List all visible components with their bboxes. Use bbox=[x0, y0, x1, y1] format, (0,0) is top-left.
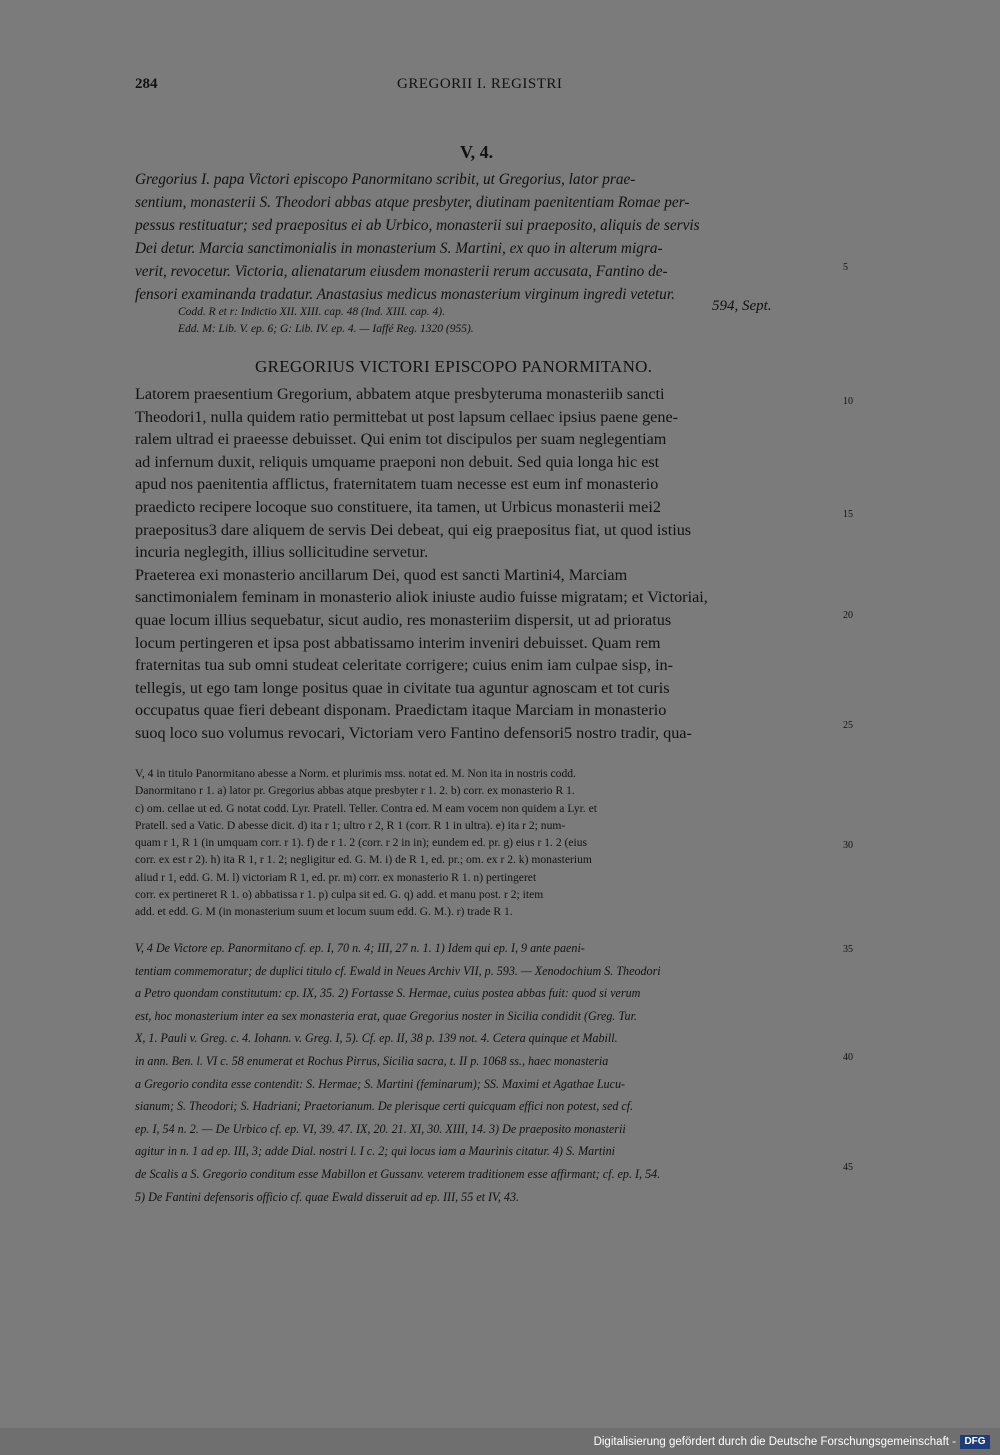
page-number: 284 bbox=[135, 76, 158, 92]
note-line: in ann. Ben. l. VI c. 58 enumerat et Rochus Pirrus, Sicilia sacra, t. II p. 1068 ss., haec monasteria bbox=[135, 1053, 609, 1068]
apparatus-line: corr. ex pertineret R 1. o) abbatissa r 1. p) culpa sit ed. G. q) add. et manu post. r 2; item bbox=[135, 888, 544, 902]
body-line: occupatus quae fieri debeant disponam. Praedictam itaque Marciam in monasterio bbox=[135, 701, 667, 720]
critical-apparatus bbox=[135, 765, 825, 921]
body-line: tellegis, ut ego tam longe positus quae in civitate tua aguntur agnoscam et tot curis bbox=[135, 678, 670, 697]
summary-line: verit, revocetur. Victoria, alienatarum eiusdem monasterii rerum accusata, Fantino de- bbox=[135, 263, 668, 280]
dfg-logo: DFG bbox=[960, 1435, 990, 1449]
letter-date: 594, Sept. bbox=[712, 298, 772, 314]
summary-line: sentium, monasterii S. Theodori abbas atque presbyter, diutinam paenitentiam Romae per- bbox=[135, 194, 690, 211]
apparatus-line: Danormitano r 1. a) lator pr. Gregorius abbas atque presbyter r 1. 2. b) corr. ex monasterio R 1. bbox=[135, 784, 575, 798]
apparatus-line: Pratell. sed a Vatic. D abesse dicit. d) ita r 1; ultro r 2, R 1 (corr. R 1 in ultra). e) ita r 2; num- bbox=[135, 818, 566, 832]
note-line: sianum; S. Theodori; S. Hadriani; Praetorianum. De plerisque certi quicquam effici non potest, sed cf. bbox=[135, 1099, 634, 1114]
line-number: 45 bbox=[843, 1162, 853, 1173]
body-line: praepositus3 dare aliquem de servis Dei debeat, qui eig praepositus fiat, ut quod istius bbox=[135, 520, 692, 539]
body-line: Latorem praesentium Gregorium, abbatem atque presbyteruma monasteriib sancti bbox=[135, 385, 665, 403]
commentary-notes bbox=[135, 937, 825, 1208]
body-line: Theodori1, nulla quidem ratio permittebat ut post lapsum cellaec ipsius paene gene- bbox=[135, 407, 679, 426]
line-number: 30 bbox=[843, 840, 853, 851]
summary-line: fensori examinanda tradatur. Anastasius medicus monasterium virginum ingredi vetetur. bbox=[135, 286, 675, 303]
body-line: incuria neglegith, illius sollicitudine servetur. bbox=[135, 543, 429, 562]
line-number: 5 bbox=[843, 262, 848, 273]
summary-line: Gregorius I. papa Victori episcopo Panormitano scribit, ut Gregorius, lator prae- bbox=[135, 171, 636, 188]
letter-summary bbox=[135, 168, 822, 306]
note-line: a Gregorio condita esse contendit: S. Hermae; S. Martini (feminarum); SS. Maximi et Agathae Lucu- bbox=[135, 1076, 626, 1091]
editions-line: Edd. M: Lib. V. ep. 6; G: Lib. IV. ep. 4. — Iaffé Reg. 1320 (955). bbox=[178, 323, 474, 335]
apparatus-line: quam r 1, R 1 (in umquam corr. r 1). f) de r 1. 2 (corr. r 2 in in); eundem ed. pr. g) eius r 1. 2 (eius bbox=[135, 836, 588, 850]
apparatus-line: V, 4 in titulo Panormitano abesse a Norm. et plurimis mss. notat ed. M. Non ita in nostris codd. bbox=[135, 767, 576, 780]
line-number: 40 bbox=[843, 1052, 853, 1063]
apparatus-line: c) om. cellae ut ed. G notat codd. Lyr. Pratell. Teller. Contra ed. M eam vocem non quidem a Lyr. et bbox=[135, 801, 597, 815]
note-line: X, 1. Pauli v. Greg. c. 4. Iohann. v. Greg. I, 5). Cf. ep. II, 38 p. 139 not. 4. Cetera quinque et Mabill. bbox=[135, 1031, 618, 1046]
summary-line: pessus restituatur; sed praepositus ei ab Urbico, monasterii sui praeposito, aliquis de servis bbox=[135, 217, 700, 234]
body-line: quae locum illius sequebatur, sicut audio, res monasteriim dispersit, ut ad prioratus bbox=[135, 610, 672, 629]
note-line: de Scalis a S. Gregorio conditum esse Mabillon et Gussanv. veterem traditionem esse affirmant; cf. ep. I, 54. bbox=[135, 1166, 661, 1181]
apparatus-line: add. et edd. G. M (in monasterium suum et locum suum edd. G. M.). r) trade R 1. bbox=[135, 905, 513, 919]
line-number: 10 bbox=[843, 396, 853, 407]
note-line: agitur in n. 1 ad ep. III, 3; adde Dial. nostri l. I c. 2; qui locus iam a Maurinis citatur. 4) S. Martini bbox=[135, 1144, 616, 1159]
body-line: locum pertingeren et ipsa post abbatissamo interim inveniri debuisset. Quam rem bbox=[135, 633, 661, 652]
letter-body bbox=[135, 383, 825, 745]
summary-line: Dei detur. Marcia sanctimonialis in monasterium S. Martini, ex quo in alterum migra- bbox=[135, 240, 663, 257]
body-line: suoq loco suo volumus revocari, Victoriam vero Fantino defensori5 nostro tradir, qua- bbox=[135, 723, 692, 742]
body-line: apud nos paenitentia afflictus, fraternitatem tuam necesse est eum inf monasterio bbox=[135, 475, 659, 494]
codices-info bbox=[178, 304, 474, 338]
footer-credit: Digitalisierung gefördert durch die Deutsche Forschungsgemeinschaft - bbox=[593, 1436, 956, 1448]
note-line: est, hoc monasterium inter ea sex monasteria erat, quae Gregorius noster in Sicilia condidit (Greg. Tur. bbox=[135, 1008, 637, 1023]
line-number: 15 bbox=[843, 509, 853, 520]
codices-line: Codd. R et r: Indictio XII. XIII. cap. 48 (Ind. XIII. cap. 4). bbox=[178, 306, 445, 318]
body-line: praedicto recipere locoque suo constituere, ita tamen, ut Urbicus monasterii mei2 bbox=[135, 497, 661, 516]
running-title: GREGORII I. REGISTRI bbox=[397, 76, 563, 92]
body-line: fraternitas tua sub omni studeat celeritate corrigere; cuius enim iam culpae sisp, in- bbox=[135, 656, 674, 675]
line-number: 25 bbox=[843, 720, 853, 731]
note-line: V, 4 De Victore ep. Panormitano cf. ep. I, 70 n. 4; III, 27 n. 1. 1) Idem qui ep. I, 9 ante paeni- bbox=[135, 941, 585, 955]
apparatus-line: corr. ex est r 2). h) ita R 1, r 1. 2; negligitur ed. G. M. i) de R 1, ed. pr.; om. ex r 2. k) monasterium bbox=[135, 853, 592, 867]
line-number: 20 bbox=[843, 610, 853, 621]
section-number: V, 4. bbox=[460, 142, 494, 162]
line-number: 35 bbox=[843, 944, 853, 955]
letter-title: GREGORIUS VICTORI EPISCOPO PANORMITANO. bbox=[255, 357, 653, 376]
note-line: tentiam commemoratur; de duplici titulo cf. Ewald in Neues Archiv VII, p. 593. — Xenodochium S. Theodori bbox=[135, 963, 661, 978]
note-line: 5) De Fantini defensoris officio cf. quae Ewald disseruit ad ep. III, 55 et IV, 43. bbox=[135, 1189, 520, 1204]
apparatus-line: aliud r 1, edd. G. M. l) victoriam R 1, ed. pr. m) corr. ex monasterio R 1. n) pertingeret bbox=[135, 870, 537, 884]
body-line: sanctimonialem feminam in monasterio aliok iniuste audio fuisse migratam; et Victoriai, bbox=[135, 588, 708, 607]
body-line: ralem ultrad ei praeesse debuisset. Qui enim tot discipulos per suam neglegentiam bbox=[135, 430, 667, 449]
body-line: ad infernum duxit, reliquis umquame praeponi non debuit. Sed quia longa hic est bbox=[135, 452, 660, 471]
note-line: ep. I, 54 n. 2. — De Urbico cf. ep. VI, 39. 47. IX, 20. 21. XI, 30. XIII, 14. 3) De praeposito monasterii bbox=[135, 1121, 626, 1136]
body-line: Praeterea exi monasterio ancillarum Dei, quod est sancti Martini4, Marciam bbox=[135, 565, 628, 584]
note-line: a Petro quondam constitutum: cp. IX, 35. 2) Fortasse S. Hermae, cuius postea abbas fuit: quod si verum bbox=[135, 986, 641, 1001]
